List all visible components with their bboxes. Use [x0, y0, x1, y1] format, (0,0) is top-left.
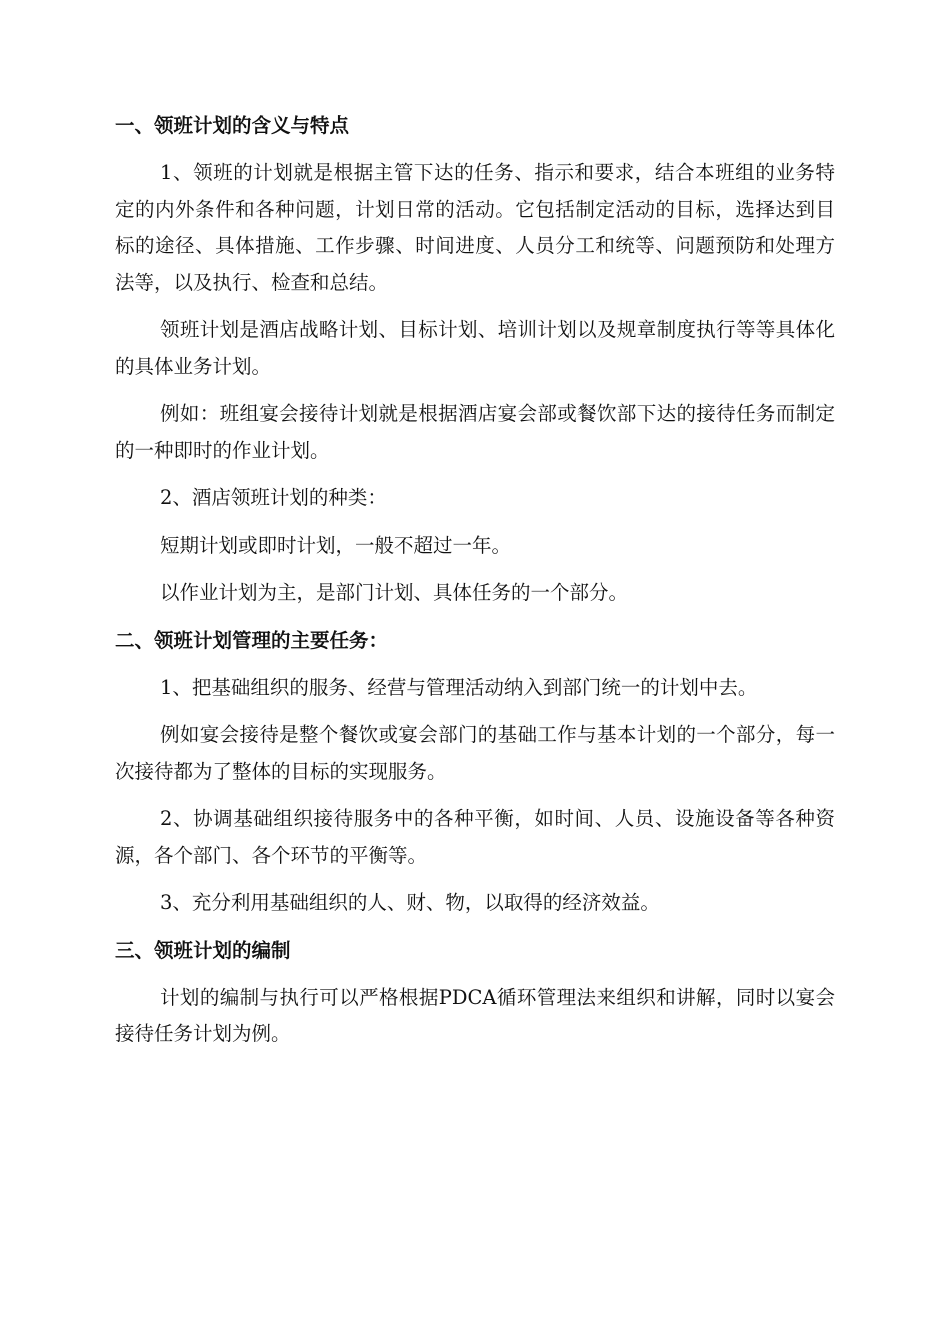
paragraph: 领班计划是酒店战略计划、目标计划、培训计划以及规章制度执行等等具体化的具体业务计划。 [115, 318, 835, 378]
section-heading: 二、领班计划管理的主要任务： [115, 628, 389, 652]
section-compilation [115, 933, 835, 1053]
paragraph: 短期计划或即时计划，一般不超过一年。 [160, 533, 512, 557]
section-heading: 三、领班计划的编制 [115, 938, 291, 962]
section-meaning [115, 108, 835, 612]
document-page [115, 108, 835, 1064]
section-tasks [115, 623, 835, 922]
paragraph: 例如宴会接待是整个餐饮或宴会部门的基础工作与基本计划的一个部分，每一次接待都为了整体的目标的实现服务。 [115, 723, 835, 783]
paragraph: 计划的编制与执行可以严格根据PDCA循环管理法来组织和讲解，同时以宴会接待任务计划为例。 [115, 985, 835, 1045]
paragraph: 2、酒店领班计划的种类： [160, 486, 387, 509]
paragraph: 1、领班的计划就是根据主管下达的任务、指示和要求，结合本班组的业务特定的内外条件和各种问题，计划日常的活动。它包括制定活动的目标，选择达到目标的途径、具体措施、工作步骤、时间进度、人员分工和统等、问题预防和处理方法等，以及执行、检查和总结。 [115, 161, 835, 294]
section-heading: 一、领班计划的含义与特点 [115, 114, 350, 137]
paragraph: 2、协调基础组织接待服务中的各种平衡，如时间、人员、设施设备等各种资源，各个部门、各个环节的平衡等。 [115, 807, 835, 867]
paragraph: 例如：班组宴会接待计划就是根据酒店宴会部或餐饮部下达的接待任务而制定的一种即时的作业计划。 [115, 402, 835, 462]
paragraph: 以作业计划为主，是部门计划、具体任务的一个部分。 [160, 581, 629, 604]
paragraph: 1、把基础组织的服务、经营与管理活动纳入到部门统一的计划中去。 [160, 675, 758, 699]
paragraph: 3、充分利用基础组织的人、财、物，以取得的经济效益。 [160, 891, 660, 914]
